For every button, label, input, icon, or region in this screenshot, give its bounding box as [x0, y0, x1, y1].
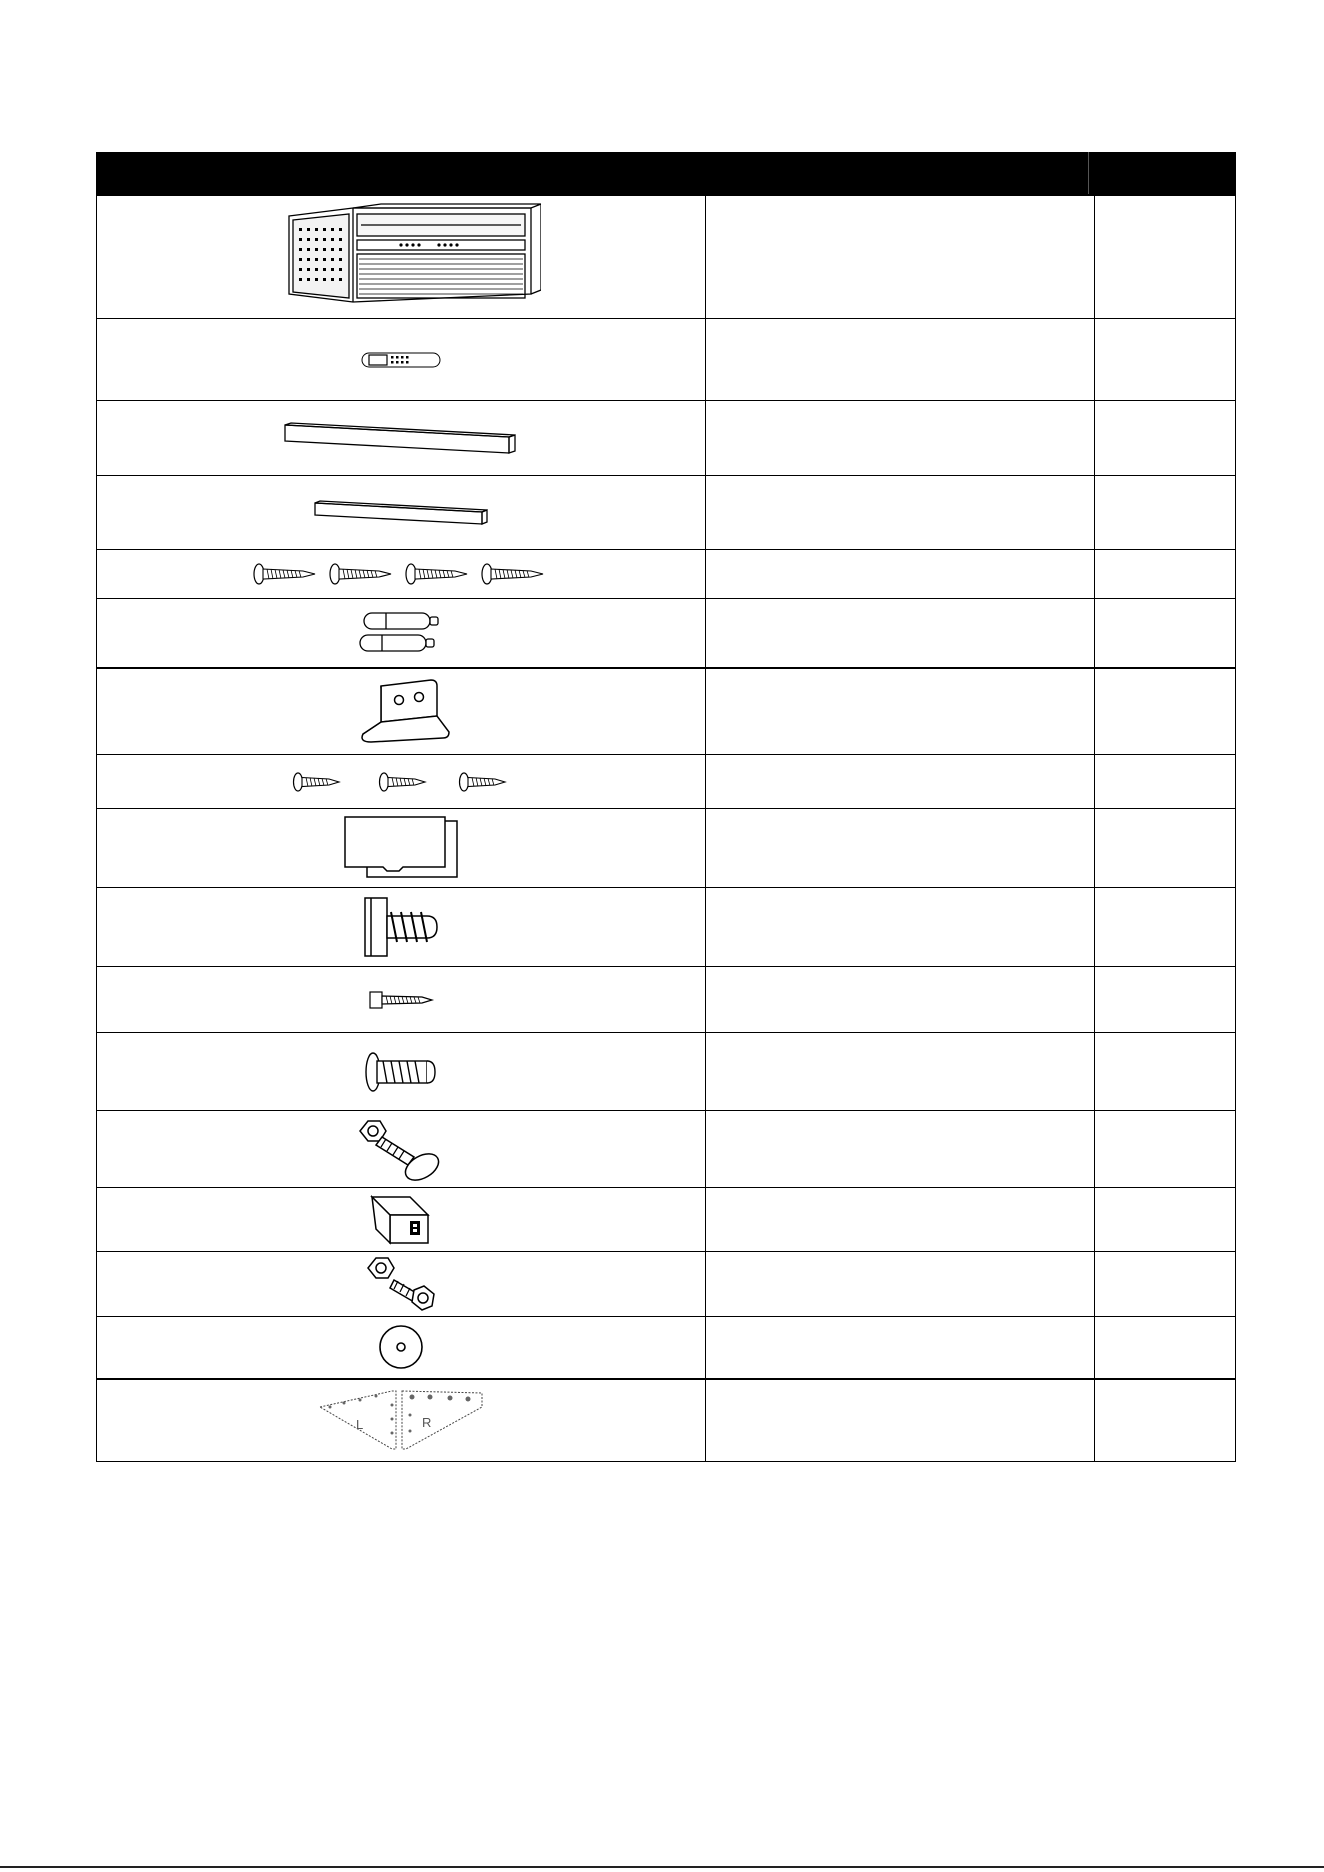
table-row	[97, 1188, 1236, 1252]
sill-plate-icon	[341, 815, 461, 881]
quantity-cell	[1095, 401, 1236, 476]
quantity-cell	[1095, 1033, 1236, 1111]
description-cell	[706, 401, 1095, 476]
illustration-cell	[97, 1033, 706, 1111]
quantity-cell	[1095, 1188, 1236, 1252]
illustration-cell	[97, 967, 706, 1033]
table-row	[97, 196, 1236, 319]
anchor-screw-icon	[361, 894, 441, 960]
table-row	[97, 1252, 1236, 1317]
illustration-cell	[97, 1252, 706, 1317]
quantity-cell	[1095, 1379, 1236, 1462]
illustration-cell	[97, 1379, 706, 1462]
quantity-cell	[1095, 755, 1236, 809]
illustration-cell	[97, 809, 706, 888]
illustration-cell	[97, 476, 706, 550]
small-screw-icon	[366, 989, 436, 1011]
header-illustration	[97, 153, 706, 196]
machine-screw-icon	[363, 1049, 439, 1095]
illustration-cell	[97, 668, 706, 755]
illustration-cell	[97, 1188, 706, 1252]
remote-control-icon	[361, 351, 441, 369]
quantity-cell	[1095, 967, 1236, 1033]
description-cell	[706, 550, 1095, 599]
description-cell	[706, 755, 1095, 809]
quantity-cell	[1095, 196, 1236, 319]
description-cell	[706, 668, 1095, 755]
three-screws-icon	[291, 769, 511, 795]
hex-nut-bolt-icon	[364, 1256, 438, 1312]
long-foam-strip-icon	[281, 421, 521, 455]
illustration-cell	[97, 599, 706, 668]
illustration-cell	[97, 550, 706, 599]
bracket-label-left: L	[356, 1417, 364, 1433]
quantity-cell	[1095, 888, 1236, 967]
description-cell	[706, 1111, 1095, 1188]
illustration-cell	[97, 319, 706, 401]
description-cell	[706, 888, 1095, 967]
table-row	[97, 967, 1236, 1033]
description-cell	[706, 1188, 1095, 1252]
l-bracket-icon	[351, 676, 451, 746]
quantity-cell	[1095, 668, 1236, 755]
table-row	[97, 1033, 1236, 1111]
footer-rule	[0, 1866, 1324, 1868]
short-foam-strip-icon	[311, 500, 491, 526]
table-row	[97, 1111, 1236, 1188]
table-row	[97, 319, 1236, 401]
description-cell	[706, 809, 1095, 888]
quantity-cell	[1095, 599, 1236, 668]
table-row	[97, 599, 1236, 668]
description-cell	[706, 1379, 1095, 1462]
illustration-cell	[97, 755, 706, 809]
description-cell	[706, 1033, 1095, 1111]
description-cell	[706, 967, 1095, 1033]
description-cell	[706, 599, 1095, 668]
table-row	[97, 888, 1236, 967]
carriage-bolt-icon	[356, 1117, 446, 1181]
clip-icon	[366, 1191, 436, 1249]
quantity-cell	[1095, 476, 1236, 550]
illustration-cell	[97, 888, 706, 967]
table-row	[97, 668, 1236, 755]
support-brackets-l-r-icon	[316, 1385, 486, 1455]
four-screws-icon	[251, 560, 551, 588]
illustration-cell	[97, 401, 706, 476]
description-cell	[706, 319, 1095, 401]
quantity-cell	[1095, 550, 1236, 599]
quantity-cell	[1095, 1317, 1236, 1379]
table-row	[97, 476, 1236, 550]
table-row	[97, 401, 1236, 476]
description-cell	[706, 1317, 1095, 1379]
table-header-row	[97, 153, 1236, 196]
illustration-cell	[97, 1111, 706, 1188]
header-quantity	[1095, 153, 1236, 196]
header-description	[706, 153, 1095, 196]
bracket-label-right: R	[422, 1415, 432, 1431]
table-row	[97, 809, 1236, 888]
air-conditioner-unit-icon	[261, 202, 541, 312]
parts-table	[96, 152, 1236, 1462]
illustration-cell	[97, 1317, 706, 1379]
quantity-cell	[1095, 1111, 1236, 1188]
washer-icon	[376, 1322, 426, 1372]
description-cell	[706, 476, 1095, 550]
quantity-cell	[1095, 1252, 1236, 1317]
table-row	[97, 1379, 1236, 1462]
quantity-cell	[1095, 809, 1236, 888]
description-cell	[706, 196, 1095, 319]
description-cell	[706, 1252, 1095, 1317]
quantity-cell	[1095, 319, 1236, 401]
table-row	[97, 550, 1236, 599]
batteries-icon	[356, 609, 446, 657]
table-row	[97, 1317, 1236, 1379]
table-row	[97, 755, 1236, 809]
header-column-divider	[1088, 152, 1089, 194]
illustration-cell	[97, 196, 706, 319]
